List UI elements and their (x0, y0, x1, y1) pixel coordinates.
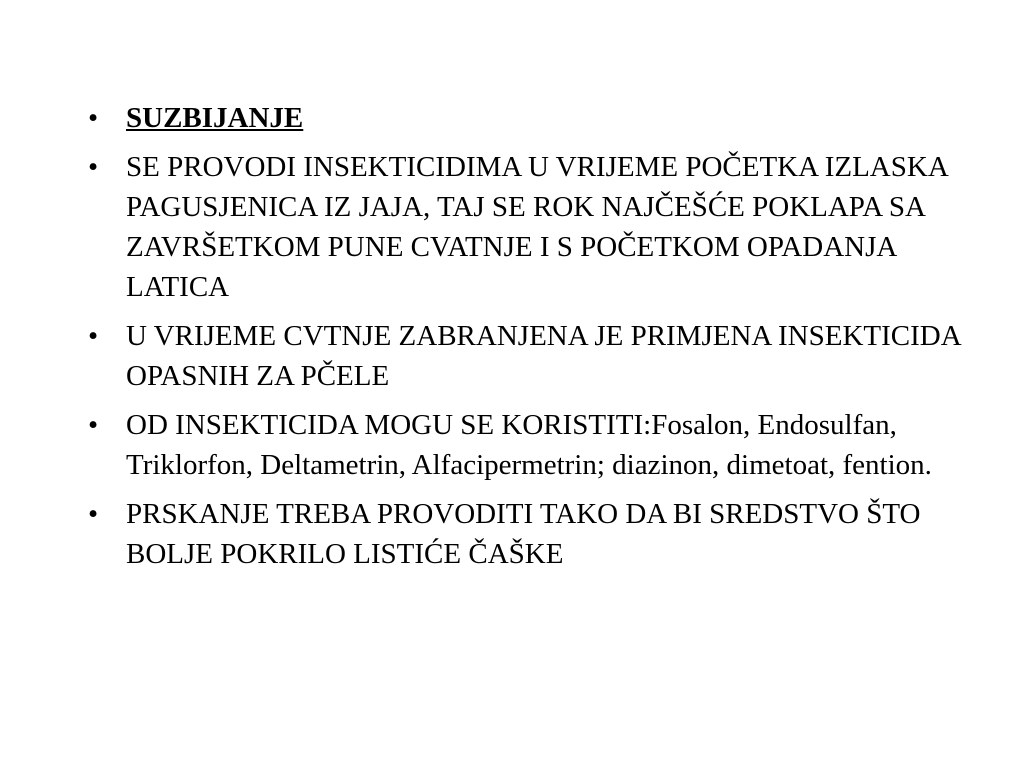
bullet-icon: • (88, 320, 99, 352)
bullet-list (88, 98, 968, 583)
bullet-text: U VRIJEME CVTNJE ZABRANJENA JE PRIMJENA INSEKTICIDA OPASNIH ZA PČELE (126, 320, 961, 392)
bullet-item (88, 405, 968, 485)
bullet-icon: • (88, 498, 99, 530)
bullet-text: OD INSEKTICIDA MOGU SE KORISTITI:Fosalon, Endosulfan, Triklorfon, Deltametrin, Alfacipermetrin; diazinon, dimetoat, fention. (126, 409, 932, 481)
bullet-item (88, 494, 968, 574)
bullet-text: SE PROVODI INSEKTICIDIMA U VRIJEME POČETKA IZLASKA PAGUSJENICA IZ JAJA, TAJ SE ROK NAJČEŠĆE POKLAPA SA ZAVRŠETKOM PUNE CVATNJE I S POČETKOM OPADANJA LATICA (126, 151, 948, 303)
bullet-item (88, 147, 968, 307)
bullet-item (88, 316, 968, 396)
bullet-icon: • (88, 151, 99, 183)
bullet-icon: • (88, 409, 99, 441)
bullet-text: PRSKANJE TREBA PROVODITI TAKO DA BI SREDSTVO ŠTO BOLJE POKRILO LISTIĆE ČAŠKE (126, 498, 921, 570)
bullet-icon: • (88, 102, 99, 134)
slide-heading: SUZBIJANJE (126, 102, 304, 134)
bullet-item-heading (88, 98, 968, 138)
